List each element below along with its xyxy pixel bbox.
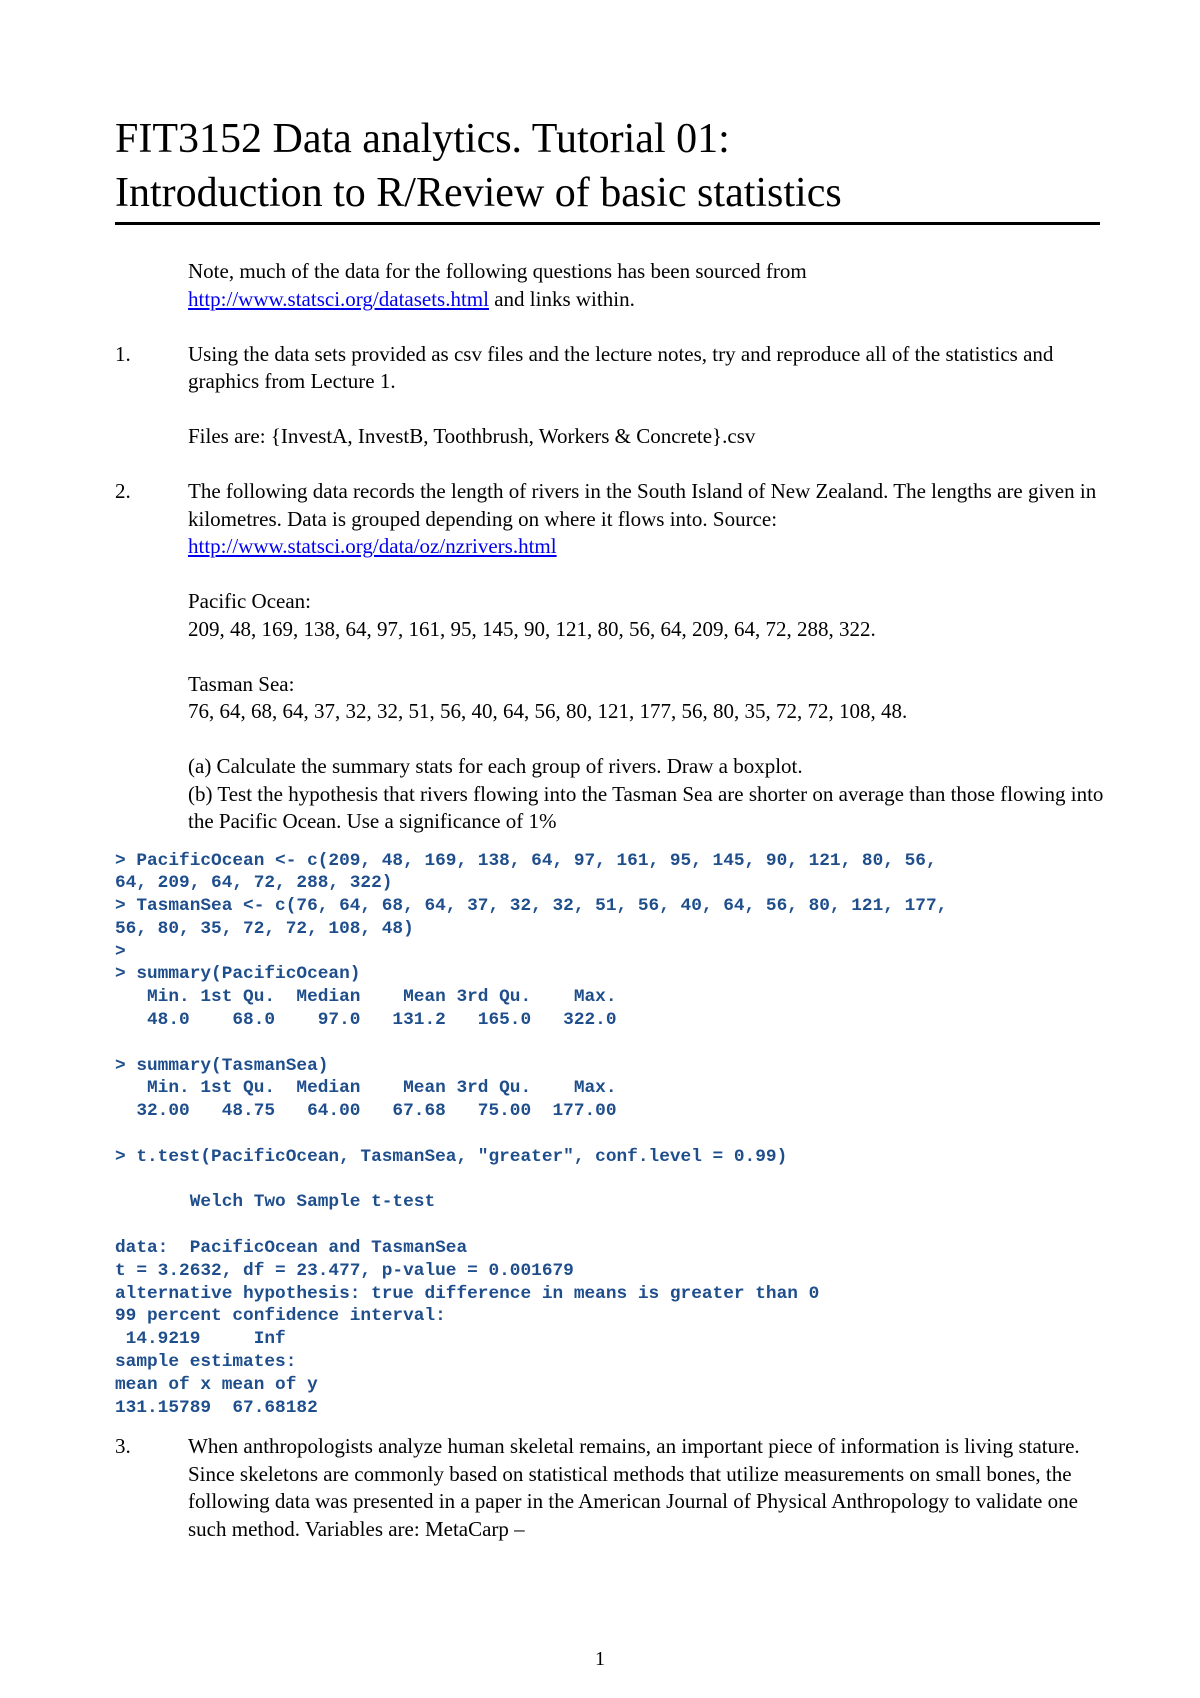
tasman-values: 76, 64, 68, 64, 37, 32, 32, 51, 56, 40, 64, 56, 80, 121, 177, 56, 80, 35, 72, 72, 108, 48. <box>188 699 908 723</box>
nzrivers-link[interactable]: http://www.statsci.org/data/oz/nzrivers.html <box>188 534 557 558</box>
tasman-label: Tasman Sea: <box>188 671 295 696</box>
title-line-1: FIT3152 Data analytics. Tutorial 01: <box>115 116 730 162</box>
code-line: Min. 1st Qu. Median Mean 3rd Qu. Max. <box>115 1078 617 1099</box>
code-line: mean of x mean of y <box>115 1374 318 1395</box>
question-1-files: Files are: {InvestA, InvestB, Toothbrush, Workers & Concrete}.csv <box>188 424 756 448</box>
title-line-2: Introduction to R/Review of basic statistics <box>115 170 842 216</box>
code-line: 131.15789 67.68182 <box>115 1397 318 1418</box>
code-line: data: PacificOcean and TasmanSea <box>115 1238 468 1259</box>
code-line: Welch Two Sample t-test <box>115 1192 436 1213</box>
code-line: alternative hypothesis: true difference in means is greater than 0 <box>115 1283 820 1304</box>
code-line: > summary(TasmanSea) <box>115 1055 329 1076</box>
code-line: 32.00 48.75 64.00 67.68 75.00 177.00 <box>115 1101 617 1122</box>
code-line: 14.9219 Inf <box>115 1329 286 1350</box>
question-1-number: 1. <box>115 341 131 366</box>
question-3 <box>115 1433 1105 1543</box>
code-line: > t.test(PacificOcean, TasmanSea, "greater", conf.level = 0.99) <box>115 1146 788 1167</box>
code-line <box>115 1123 1105 1146</box>
question-2 <box>115 478 1105 836</box>
note-after: and links within. <box>488 286 635 311</box>
code-line: > <box>115 941 126 962</box>
code-line: 56, 80, 35, 72, 72, 108, 48) <box>115 918 414 939</box>
code-line <box>115 1214 1105 1237</box>
code-line <box>115 1169 1105 1192</box>
code-line: 64, 209, 64, 72, 288, 322) <box>115 873 393 894</box>
note-paragraph <box>115 258 1105 313</box>
r-code-output <box>115 850 1105 1420</box>
note-text: Note, much of the data for the following questions has been sourced from <box>188 259 807 283</box>
code-line: > TasmanSea <- c(76, 64, 68, 64, 37, 32, 32, 51, 56, 40, 64, 56, 80, 121, 177, <box>115 896 948 917</box>
question-3-text: When anthropologists analyze human skeletal remains, an important piece of information is living stature. Since skeletons are commonly based on statistical methods that utilize measurements on small bones, the following data was presented in a paper in the American Journal of Physical Anthropology to validate one such method. Variables are: MetaCarp – <box>188 1434 1080 1541</box>
question-1 <box>115 341 1105 451</box>
code-line: sample estimates: <box>115 1352 297 1373</box>
page-title <box>115 112 1100 225</box>
part-b: (b) Test the hypothesis that rivers flowing into the Tasman Sea are shorter on average than those flowing into the Pacific Ocean. Use a significance of 1% <box>188 781 1104 833</box>
pacific-label: Pacific Ocean: <box>188 589 312 613</box>
code-line <box>115 1032 1105 1055</box>
part-a: (a) Calculate the summary stats for each group of rivers. Draw a boxplot. <box>188 754 803 778</box>
code-line: 99 percent confidence interval: <box>115 1306 446 1327</box>
code-line: Min. 1st Qu. Median Mean 3rd Qu. Max. <box>115 987 617 1008</box>
page-number: 1 <box>595 1648 605 1670</box>
code-line: 48.0 68.0 97.0 131.2 165.0 322.0 <box>115 1010 617 1031</box>
question-2-text <box>188 478 1105 561</box>
datasets-link[interactable]: http://www.statsci.org/datasets.html <box>188 286 489 311</box>
document-body <box>115 258 1105 1543</box>
question-2-body: The following data records the length of rivers in the South Island of New Zealand. The lengths are given in kilometres. Data is grouped depending on where it flows into. Source: <box>188 479 1097 531</box>
question-3-number: 3. <box>115 1434 131 1459</box>
code-line: t = 3.2632, df = 23.477, p-value = 0.001679 <box>115 1260 574 1281</box>
code-line: > summary(PacificOcean) <box>115 964 361 985</box>
question-1-text: Using the data sets provided as csv files and the lecture notes, try and reproduce all of the statistics and graphics from Lecture 1. <box>188 341 1054 393</box>
pacific-values: 209, 48, 169, 138, 64, 97, 161, 95, 145, 90, 121, 80, 56, 64, 209, 64, 72, 288, 322. <box>188 616 876 641</box>
code-line: > PacificOcean <- c(209, 48, 169, 138, 64, 97, 161, 95, 145, 90, 121, 80, 56, <box>115 850 937 871</box>
question-2-number: 2. <box>115 479 131 503</box>
